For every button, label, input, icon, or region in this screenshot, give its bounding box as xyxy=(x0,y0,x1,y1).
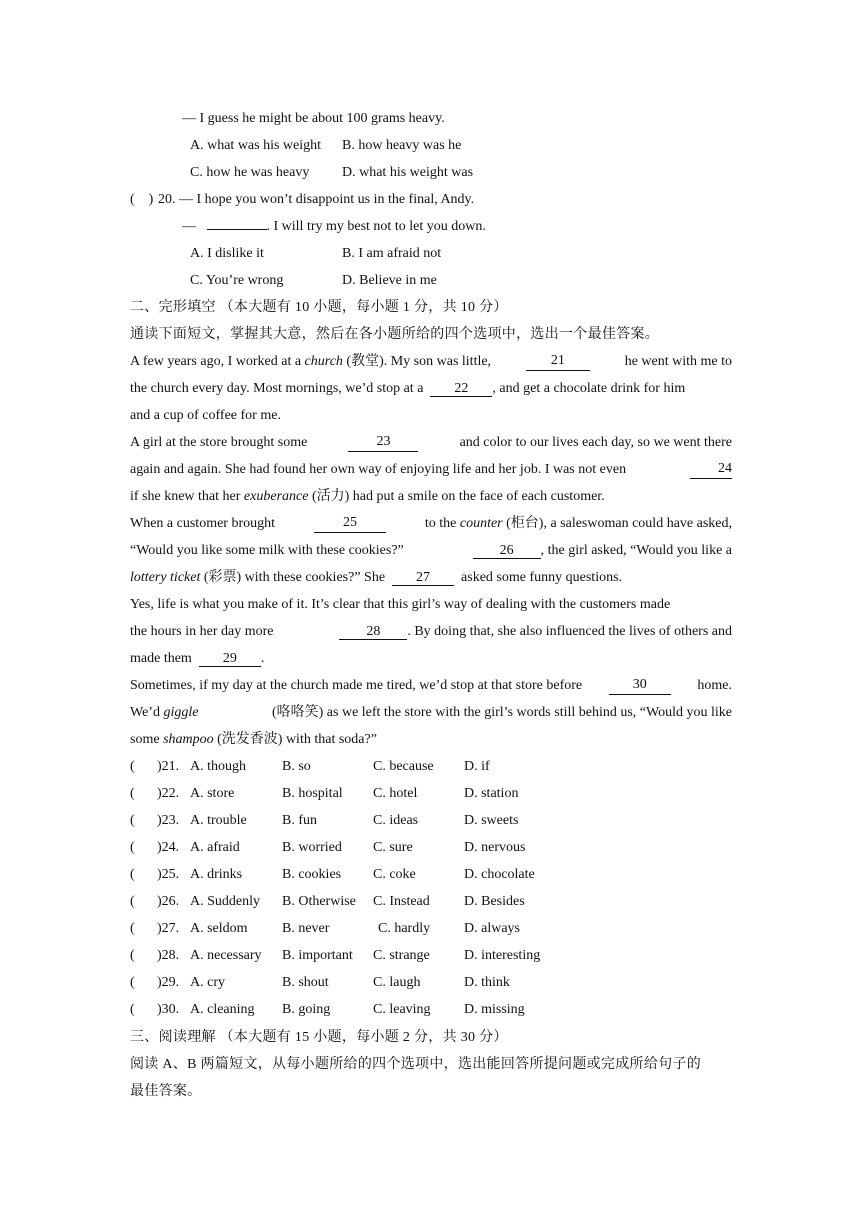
choice-number: )27. xyxy=(157,921,180,936)
choice-option-a: A. cry xyxy=(190,975,225,990)
choice-option-b: B. fun xyxy=(282,813,317,828)
q20-option-c: C. You’re wrong xyxy=(190,273,284,288)
passage-p5-line3: some shampoo (洗发香波) with that soda?” xyxy=(130,732,377,747)
passage-p3-line1: When a customer brought 25 to the counter (柜台), a saleswoman could have asked, xyxy=(130,515,732,531)
choice-option-c: C. coke xyxy=(373,867,416,882)
q19-option-c: C. how he was heavy xyxy=(190,165,310,180)
choice-option-b: B. cookies xyxy=(282,867,342,882)
q20-reply-line: — . I will try my best not to let you down. xyxy=(182,219,486,234)
q19-option-b: B. how heavy was he xyxy=(342,138,462,153)
choice-option-a: A. afraid xyxy=(190,840,240,855)
q20-option-d: D. Believe in me xyxy=(342,273,437,288)
choice-option-d: D. always xyxy=(464,921,520,936)
choice-option-d: D. nervous xyxy=(464,840,526,855)
q20-answer-paren[interactable]: ( ) xyxy=(130,192,154,207)
choice-number: )29. xyxy=(157,975,180,990)
choice-number: )30. xyxy=(157,1002,180,1017)
choice-option-c: C. Instead xyxy=(373,894,430,909)
choice-option-a: A. necessary xyxy=(190,948,262,963)
passage-p4-line2: the hours in her day more 28 . By doing that, she also influenced the lives of others and xyxy=(130,624,732,639)
blank-30[interactable]: 30 xyxy=(609,677,671,695)
q19-option-d: D. what his weight was xyxy=(342,165,474,180)
choice-option-b: B. Otherwise xyxy=(282,894,356,909)
choice-option-d: D. sweets xyxy=(464,813,519,828)
passage-p4-line1: Yes, life is what you make of it. It’s clear that this girl’s way of dealing with the customers made xyxy=(130,597,671,612)
choice-number: )22. xyxy=(157,786,180,801)
passage-p2-line2: again and again. She had found her own way of enjoying life and her job. I was not even 24 xyxy=(130,461,732,477)
choice-option-c: C. ideas xyxy=(373,813,419,828)
choice-option-a: A. store xyxy=(190,786,235,801)
blank-26[interactable]: 26 xyxy=(473,543,541,559)
choice-option-b: B. never xyxy=(282,921,330,936)
choice-answer-paren[interactable]: ( xyxy=(130,948,135,963)
q20-stem-line xyxy=(130,191,474,209)
choice-option-b: B. important xyxy=(282,948,353,963)
choice-answer-paren[interactable]: ( xyxy=(130,759,135,774)
choice-option-c: C. leaving xyxy=(373,1002,431,1017)
blank-25[interactable]: 25 xyxy=(314,515,386,533)
q20-blank[interactable] xyxy=(207,229,267,230)
choice-option-d: D. missing xyxy=(464,1002,525,1017)
choice-option-c: C. sure xyxy=(373,840,413,855)
passage-p3-line3: lottery ticket (彩票) with these cookies?” She 27 asked some funny questions. xyxy=(130,570,623,585)
q20-option-a: A. I dislike it xyxy=(190,246,264,261)
choice-option-c: C. because xyxy=(373,759,434,774)
choice-option-d: D. chocolate xyxy=(464,867,535,882)
passage-p3-line2: “Would you like some milk with these cookies?” 26 , the girl asked, “Would you like a xyxy=(130,543,732,558)
q19-answer-line: — I guess he might be about 100 grams heavy. xyxy=(182,111,445,126)
passage-p5-line1: Sometimes, if my day at the church made me tired, we’d stop at that store before 30 home. xyxy=(130,677,732,693)
section2-heading: 二、完形填空 （本大题有 10 小题，每小题 1 分，共 10 分） xyxy=(130,300,508,315)
choice-number: )28. xyxy=(157,948,180,963)
choice-option-d: D. think xyxy=(464,975,510,990)
choice-option-a: A. trouble xyxy=(190,813,247,828)
choice-option-c: C. hotel xyxy=(373,786,418,801)
choice-answer-paren[interactable]: ( xyxy=(130,840,135,855)
choice-answer-paren[interactable]: ( xyxy=(130,1002,135,1017)
choice-option-b: B. hospital xyxy=(282,786,343,801)
choice-option-d: D. station xyxy=(464,786,519,801)
blank-27[interactable]: 27 xyxy=(392,570,454,586)
choice-option-b: B. going xyxy=(282,1002,331,1017)
section3-instruction-line1: 阅读 A、B 两篇短文，从每小题所给的四个选项中，选出能回答所提问题或完成所给句子的 xyxy=(130,1057,702,1072)
passage-p2-line3: if she knew that her exuberance (活力) had put a smile on the face of each customer. xyxy=(130,489,605,504)
blank-28[interactable]: 28 xyxy=(339,624,407,640)
choice-number: )25. xyxy=(157,867,180,882)
choice-option-d: D. if xyxy=(464,759,490,774)
q20-stem: 20. — I hope you won’t disappoint us in the final, Andy. xyxy=(158,192,475,207)
choice-option-a: A. drinks xyxy=(190,867,243,882)
blank-23[interactable]: 23 xyxy=(348,434,418,452)
choice-option-a: A. seldom xyxy=(190,921,248,936)
choice-option-c: C. strange xyxy=(373,948,430,963)
choice-option-b: B. worried xyxy=(282,840,342,855)
passage-p1-line3: and a cup of coffee for me. xyxy=(130,408,281,423)
choice-answer-paren[interactable]: ( xyxy=(130,813,135,828)
passage-p1-line2: the church every day. Most mornings, we’d stop at a 22 , and get a chocolate drink for him xyxy=(130,381,686,396)
choice-number: )26. xyxy=(157,894,180,909)
q19-option-a: A. what was his weight xyxy=(190,138,322,153)
blank-24[interactable]: 24 xyxy=(690,461,732,479)
choice-option-a: A. cleaning xyxy=(190,1002,255,1017)
choice-option-c: C. laugh xyxy=(373,975,421,990)
choice-option-b: B. shout xyxy=(282,975,329,990)
passage-p2-line1: A girl at the store brought some 23 and color to our lives each day, so we went there xyxy=(130,434,732,450)
passage-p5-line2: We’d giggle (咯咯笑) as we left the store with the girl’s words still behind us, “Would you like xyxy=(130,705,732,720)
blank-22[interactable]: 22 xyxy=(430,381,492,397)
q20-option-b: B. I am afraid not xyxy=(342,246,442,261)
choice-number: )21. xyxy=(157,759,180,774)
choice-number: )24. xyxy=(157,840,180,855)
choice-answer-paren[interactable]: ( xyxy=(130,975,135,990)
choice-option-b: B. so xyxy=(282,759,311,774)
section3-instruction-line2: 最佳答案。 xyxy=(130,1084,202,1099)
choice-answer-paren[interactable]: ( xyxy=(130,894,135,909)
choice-option-d: D. Besides xyxy=(464,894,525,909)
choice-option-d: D. interesting xyxy=(464,948,541,963)
choice-answer-paren[interactable]: ( xyxy=(130,786,135,801)
choice-option-a: A. though xyxy=(190,759,246,774)
choice-option-a: A. Suddenly xyxy=(190,894,260,909)
choice-answer-paren[interactable]: ( xyxy=(130,867,135,882)
blank-29[interactable]: 29 xyxy=(199,651,261,667)
choice-answer-paren[interactable]: ( xyxy=(130,921,135,936)
section3-heading: 三、阅读理解 （本大题有 15 小题，每小题 2 分，共 30 分） xyxy=(130,1030,508,1045)
choice-option-c: C. hardly xyxy=(378,921,431,936)
section2-instruction: 通读下面短文，掌握其大意，然后在各小题所给的四个选项中，选出一个最佳答案。 xyxy=(130,327,660,342)
blank-21[interactable]: 21 xyxy=(526,353,590,371)
passage-p4-line3: made them 29 . xyxy=(130,651,265,666)
choice-number: )23. xyxy=(157,813,180,828)
passage-p1-line1: A few years ago, I worked at a church (教堂). My son was little, 21 he went with me to xyxy=(130,353,732,369)
